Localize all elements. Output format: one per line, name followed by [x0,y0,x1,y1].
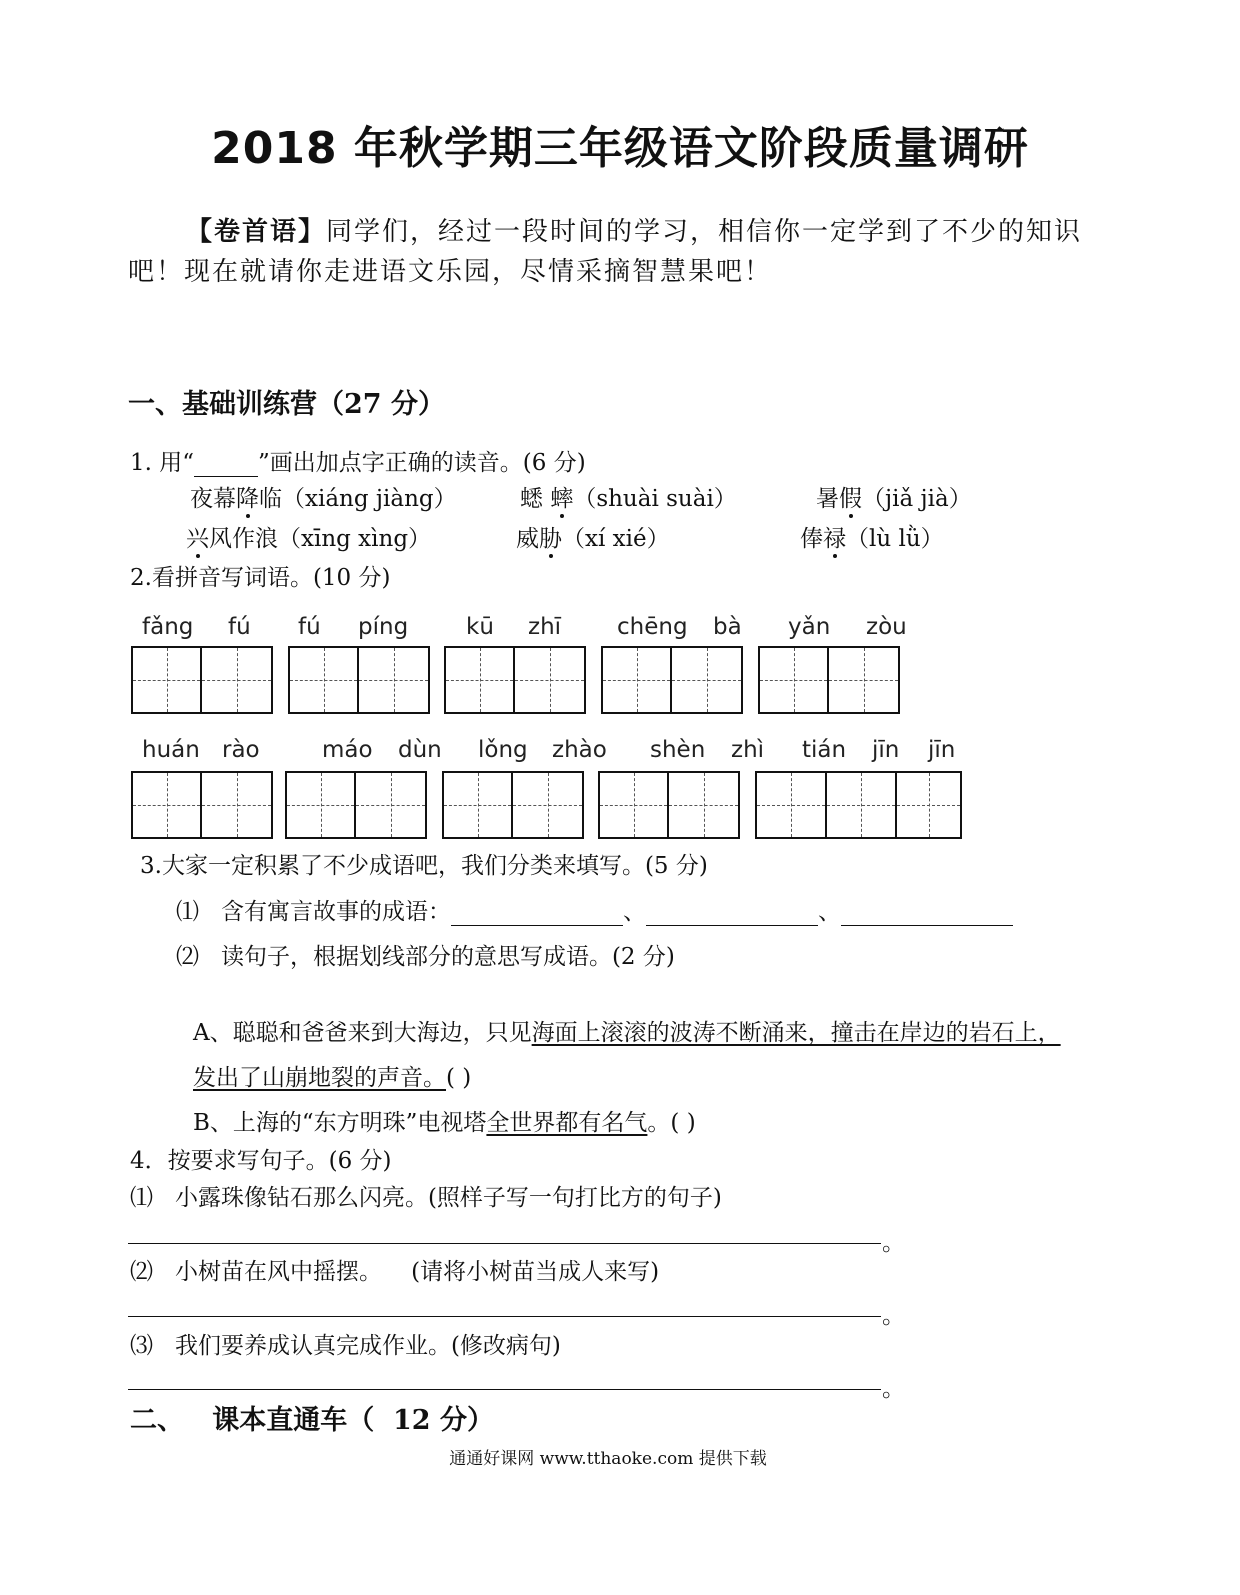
q1-item: 暑假（jiǎ jià） [816,486,972,512]
q4-item: ⑵ 小树苗在风中摇摆。 (请将小树苗当成人来写) [130,1259,660,1285]
writing-grid[interactable] [755,771,962,839]
pinyin: huán [142,737,200,763]
q1-item: 俸禄（lù lǜ） [800,526,944,552]
writing-grid[interactable] [598,771,740,839]
q1-item: 威胁（xí xié） [516,526,670,552]
q4-item: ⑴ 小露珠像钻石那么闪亮。(照样子写一句打比方的句子) [130,1185,722,1211]
answer-paren[interactable]: ( ) [446,1065,472,1091]
q3-sentence-a-cont: 发出了山崩地裂的声音。( ) [193,1065,472,1091]
q4-item: ⑶ 我们要养成认真完成作业。(修改病句) [130,1333,561,1359]
pinyin: bà [713,614,742,640]
pinyin: máo [322,737,373,763]
writing-grid[interactable] [601,646,743,714]
answer-line[interactable] [128,1316,881,1317]
answer-blank[interactable] [841,925,1013,926]
writing-grid[interactable] [758,646,900,714]
page-title: 2018 年秋学期三年级语文阶段质量调研 [211,123,1029,174]
period-mark: 。 [882,1230,905,1256]
q1-item: 夜幕降临（xiáng jiàng） [190,486,457,512]
q1-prompt: 1. 用“ ”画出加点字正确的读音。(6 分) [130,450,586,476]
period-mark: 。 [882,1376,905,1402]
pinyin: chēng [617,614,688,640]
writing-grid[interactable] [444,646,586,714]
pinyin: jīn [872,737,900,763]
answer-blank[interactable] [646,925,818,926]
writing-grid[interactable] [131,646,273,714]
pinyin: fǎng [142,614,194,640]
intro-label: 【卷首语】 [186,217,327,247]
pinyin: lǒng [478,737,528,763]
answer-line[interactable] [128,1389,881,1390]
intro-paragraph [128,212,1108,292]
pinyin: rào [222,737,260,763]
pinyin: jīn [928,737,956,763]
q3-sentence-a: A、聪聪和爸爸来到大海边，只见海面上滚滚的波涛不断涌来，撞击在岸边的岩石上， [193,1020,1061,1046]
pinyin: zhì [731,737,765,763]
q2-prompt: 2.看拼音写词语。(10 分) [130,565,391,591]
pinyin: tián [802,737,847,763]
q3-sub2: ⑵ 读句子，根据划线部分的意思写成语。(2 分) [176,944,675,970]
pinyin: zhào [552,737,607,763]
q3-sub1: ⑴ 含有寓言故事的成语： 、 、 [176,893,1013,926]
answer-blank[interactable] [451,925,623,926]
answer-line[interactable] [128,1243,881,1244]
pinyin: dùn [398,737,442,763]
section2-heading: 二、 课本直通车（ 12 分） [130,1405,494,1436]
q4-prompt: 4．按要求写句子。(6 分) [130,1148,392,1174]
pinyin: fú [228,614,251,640]
q3-sentence-b: B、上海的“东方明珠”电视塔全世界都有名气。( ) [193,1110,696,1136]
q3-prompt: 3.大家一定积累了不少成语吧，我们分类来填写。(5 分) [140,853,708,879]
writing-grid[interactable] [131,771,273,839]
q1-example-line [194,476,258,477]
pinyin: shèn [650,737,706,763]
section1-heading: 一、基础训练营（27 分） [128,389,445,420]
period-mark: 。 [882,1303,905,1329]
pinyin: yǎn [788,614,831,640]
pinyin: kū [466,614,494,640]
q1-item: 蟋 蟀（shuài suài） [520,486,737,512]
pinyin: zhī [528,614,562,640]
writing-grid[interactable] [442,771,584,839]
q1-item: 兴风作浪（xīng xìng） [186,526,432,552]
pinyin: zòu [866,614,907,640]
footer-credit: 通通好课网 www.tthaoke.com 提供下载 [449,1449,767,1469]
answer-paren[interactable]: 。( ) [647,1110,696,1136]
writing-grid[interactable] [285,771,427,839]
pinyin: píng [358,614,409,640]
pinyin: fú [298,614,321,640]
writing-grid[interactable] [288,646,430,714]
intro-text: 同学们，经过一段时间的学习，相信你一定学到了不少的知识吧！现在就请你走进语文乐园，尽情采摘智慧果吧！ [128,217,1083,287]
